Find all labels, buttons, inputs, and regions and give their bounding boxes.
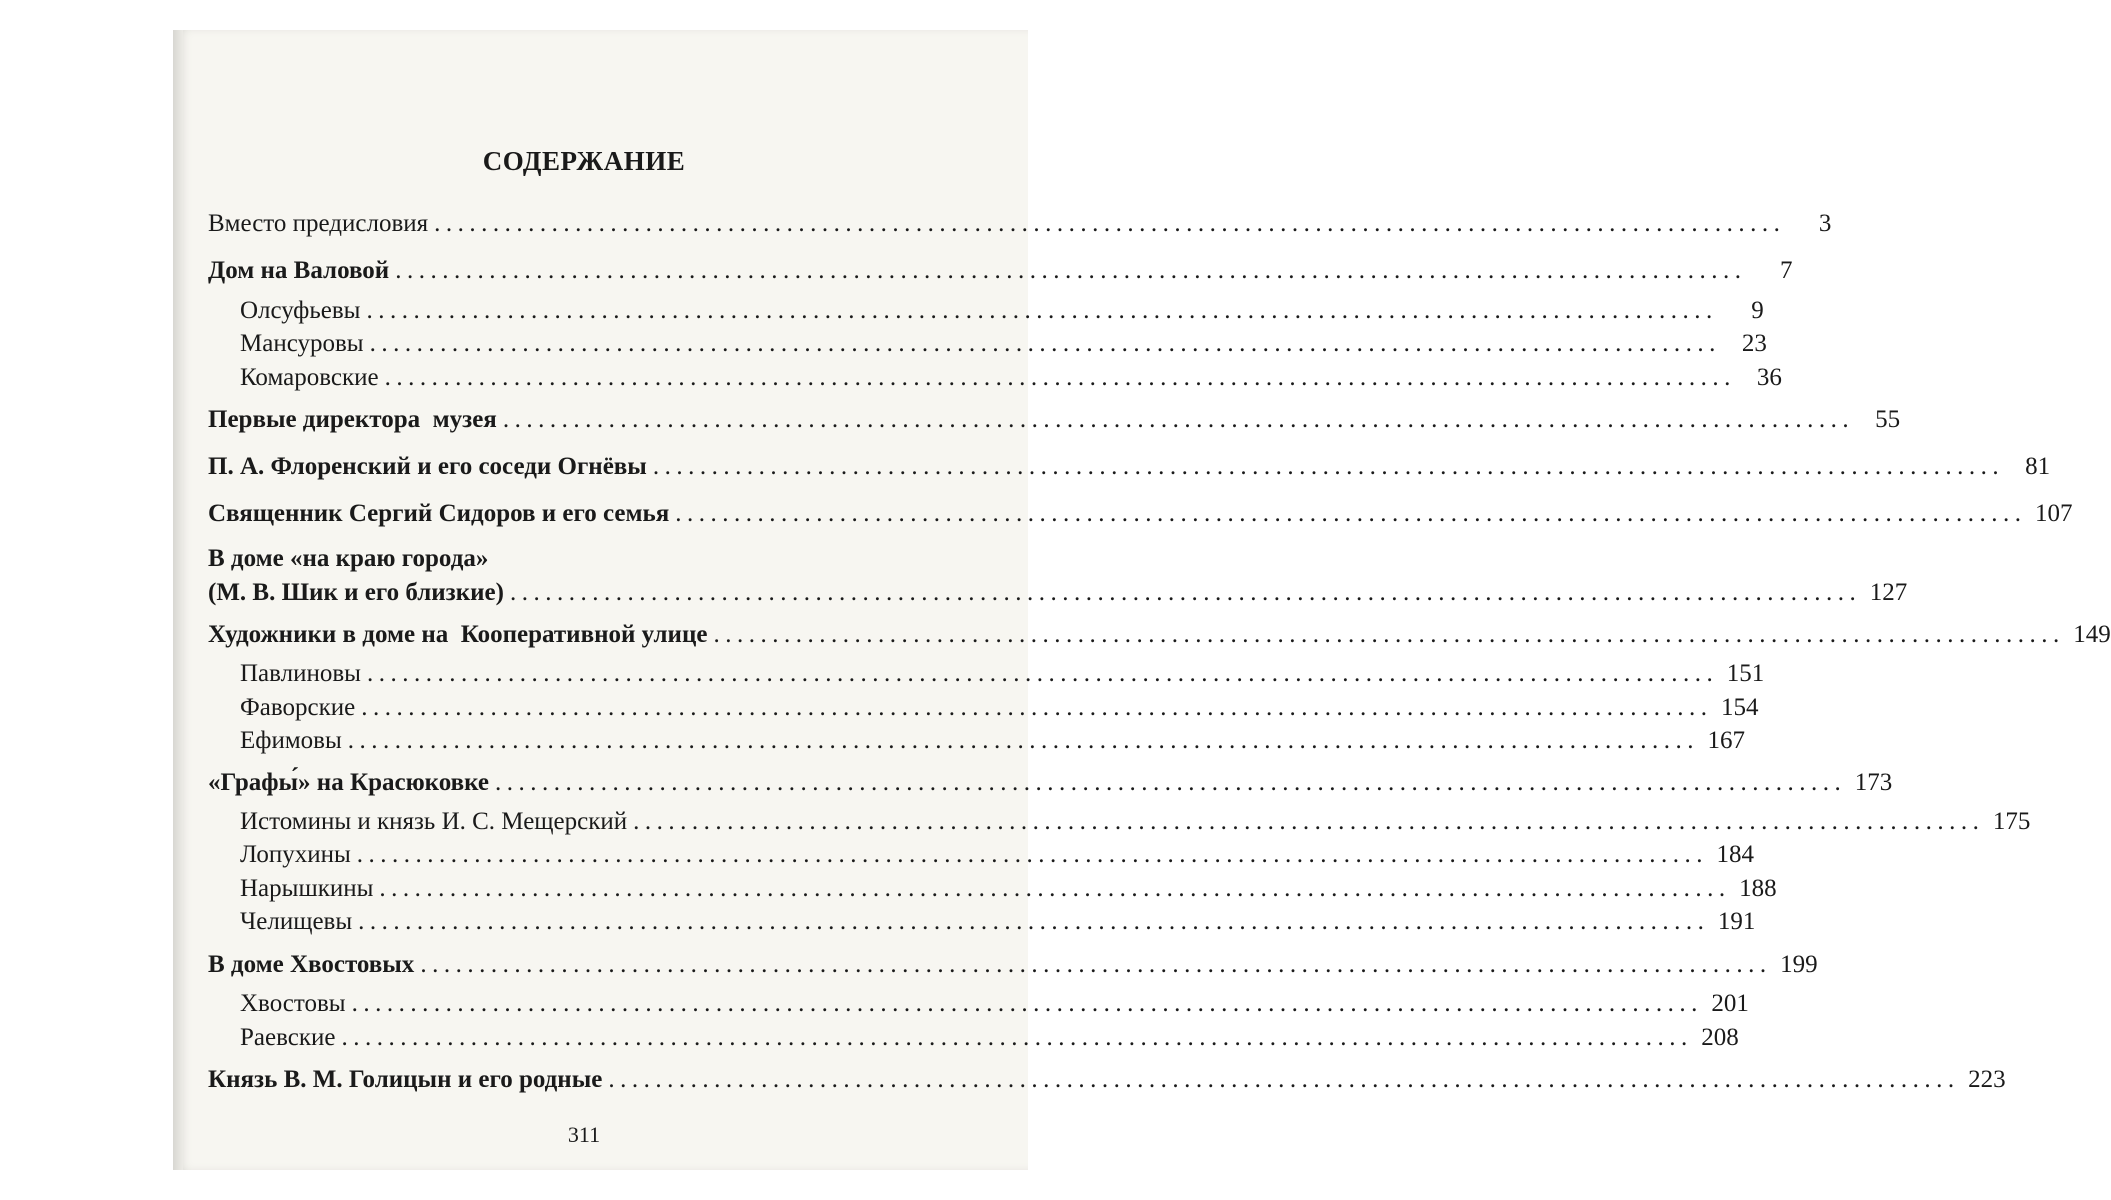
toc-entry-label: Художники в доме на Кооперативной улице <box>208 621 708 648</box>
dot-leader: ................................................................................................................... <box>395 257 1747 284</box>
toc-entry-label: Мансуровы <box>240 330 364 357</box>
toc-entry-label: Ефимовы <box>240 727 342 754</box>
toc-entry-chapter[interactable] <box>0 500 2073 536</box>
dot-leader: ................................................................................................................... <box>347 727 1700 754</box>
toc-entry-section[interactable] <box>0 660 1765 696</box>
toc-entry-section[interactable] <box>0 727 1746 763</box>
toc-entry-page: 201 <box>1711 990 1749 1017</box>
toc-entry-label: Вместо предисловия <box>208 210 429 237</box>
dot-leader: ................................................................................................................... <box>420 951 1772 978</box>
toc-entry-page: 36 <box>1756 364 1782 391</box>
toc-entry-page: 81 <box>2025 453 2051 480</box>
toc-entry-chapter[interactable] <box>0 406 1901 442</box>
toc-entry-page: 173 <box>1854 769 1893 796</box>
toc-entry-label: Челищевы <box>240 908 353 935</box>
toc-entry-section[interactable] <box>0 297 1764 333</box>
toc-entry-label: Истомины и князь И. С. Мещерский <box>240 808 628 835</box>
toc-entry-preface[interactable] <box>0 210 1832 246</box>
dot-leader: ................................................................................................................... <box>652 453 2005 480</box>
dot-leader: ................................................................................................................... <box>713 621 2065 648</box>
dot-leader: ................................................................................................................... <box>356 841 1709 868</box>
toc-entry-page: 208 <box>1701 1024 1739 1051</box>
toc-entry-label: Комаровские <box>240 364 379 391</box>
toc-entry-page: 223 <box>1968 1066 2006 1093</box>
dot-leader: ................................................................................................................... <box>351 990 1703 1017</box>
toc-entry-page: 151 <box>1726 660 1765 687</box>
toc-entry-page: 107 <box>2034 500 2073 527</box>
dot-leader: ................................................................................................................... <box>434 210 1786 237</box>
toc-entry-label: Первые директора музея <box>208 406 497 433</box>
toc-entry-chapter[interactable] <box>0 621 2111 657</box>
dot-leader: ................................................................................................................... <box>369 330 1721 357</box>
dot-leader: ................................................................................................................... <box>366 660 1719 687</box>
toc-entry-page: 188 <box>1739 875 1777 902</box>
toc-entry-section[interactable] <box>0 808 2031 844</box>
toc-entry-label: Павлиновы <box>240 660 361 687</box>
toc-entry-chapter[interactable] <box>0 1066 2006 1102</box>
toc-entry-label: Священник Сергий Сидоров и его семья <box>208 500 670 527</box>
toc-entry-page: 184 <box>1716 841 1755 868</box>
toc-entry-section[interactable] <box>0 694 1759 730</box>
toc-entry-page: 3 <box>1818 210 1832 237</box>
dot-leader: ................................................................................................................... <box>358 908 1710 935</box>
toc-entry-label: П. А. Флоренский и его соседи Огнёвы <box>208 453 647 480</box>
toc-entry-page: 7 <box>1779 257 1793 284</box>
toc-entry-chapter[interactable] <box>0 579 1908 615</box>
toc-entry-chapter[interactable] <box>0 453 2051 489</box>
toc-entry-label: (М. В. Шик и его близкие) <box>208 579 504 606</box>
toc-entry-section[interactable] <box>0 908 1756 944</box>
toc-entry-label: В доме Хвостовых <box>208 951 415 978</box>
dot-leader: ................................................................................................................... <box>608 1066 1960 1093</box>
toc-entry-section[interactable] <box>0 990 1749 1026</box>
toc-entry-section[interactable] <box>0 330 1767 366</box>
toc-entry-label: «Графы́» на Красюковке <box>208 769 490 796</box>
toc-entry-page: 55 <box>1875 406 1901 433</box>
toc-entry-page: 199 <box>1780 951 1818 978</box>
toc-title: СОДЕРЖАНИЕ <box>482 146 686 176</box>
dot-leader: ................................................................................................................... <box>675 500 2027 527</box>
dot-leader: ................................................................................................................... <box>361 694 1713 721</box>
page-number: 311 <box>567 1122 601 1147</box>
dot-leader: ................................................................................................................... <box>379 875 1731 902</box>
dot-leader: ................................................................................................................... <box>633 808 1985 835</box>
toc-entry-label: Олсуфьевы <box>240 297 361 324</box>
toc-entry-label: Дом на Валовой <box>208 257 390 284</box>
toc-entry-page: 191 <box>1717 908 1756 935</box>
toc-entry-section[interactable] <box>0 875 1777 911</box>
toc-entry-page: 167 <box>1707 727 1746 754</box>
dot-leader: ................................................................................................................... <box>384 364 1736 391</box>
toc-entry-page: 9 <box>1751 297 1764 324</box>
dot-leader: ................................................................................................................... <box>509 579 1862 606</box>
toc-entry-label: Раевские <box>240 1024 336 1051</box>
toc-entry-page: 127 <box>1869 579 1908 606</box>
dot-leader: ................................................................................................................... <box>366 297 1718 324</box>
toc-entry-page: 154 <box>1720 694 1759 721</box>
toc-entry-label: Фаворские <box>240 694 356 721</box>
toc-entry-page: 175 <box>1992 808 2031 835</box>
toc-entry-label-line1[interactable]: В доме «на краю города» <box>208 545 489 572</box>
dot-leader: ................................................................................................................... <box>495 769 1847 796</box>
toc-entry-chapter[interactable] <box>0 951 1818 987</box>
toc-entry-section[interactable] <box>0 1024 1739 1060</box>
toc-entry-label: Хвостовы <box>240 990 346 1017</box>
toc-entry-page: 149 <box>2073 621 2111 648</box>
toc-entry-chapter[interactable] <box>0 257 1793 293</box>
toc-entry-section[interactable] <box>0 364 1782 400</box>
toc-entry-label: Лопухины <box>240 841 351 868</box>
toc-entry-label: Князь В. М. Голицын и его родные <box>208 1066 603 1093</box>
dot-leader: ................................................................................................................... <box>341 1024 1693 1051</box>
toc-entry-page: 23 <box>1741 330 1767 357</box>
dot-leader: ................................................................................................................... <box>502 406 1855 433</box>
toc-entry-label: Нарышкины <box>240 875 374 902</box>
toc-entry-chapter[interactable] <box>0 769 1893 805</box>
toc-entry-section[interactable] <box>0 841 1755 877</box>
